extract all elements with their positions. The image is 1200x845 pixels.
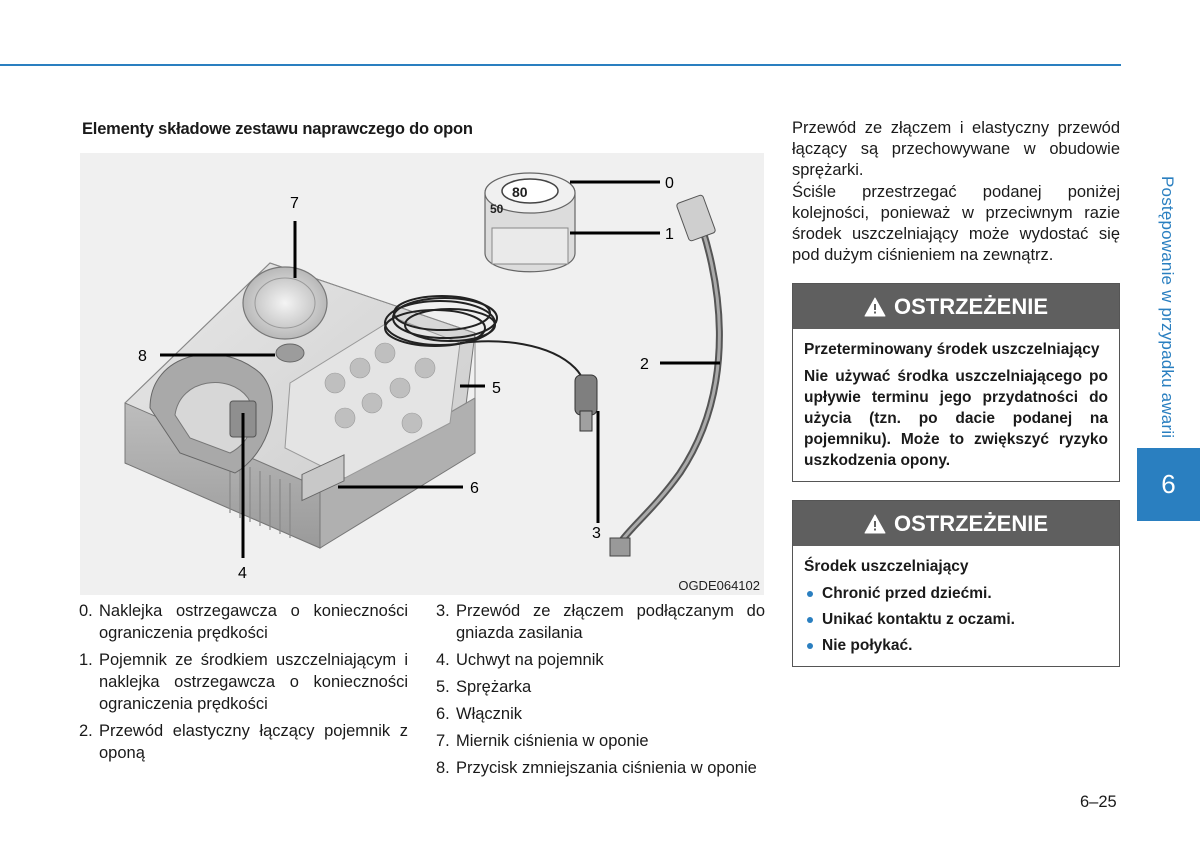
warning-triangle-icon	[864, 514, 886, 534]
chapter-tab-title: Postępowanie w przypadku awarii	[1158, 176, 1177, 439]
legend-number: 2.	[79, 722, 93, 740]
legend-number: 5.	[436, 678, 450, 696]
legend-number: 3.	[436, 602, 450, 620]
legend-item	[79, 720, 408, 764]
legend-item	[436, 757, 765, 779]
warning-bullet-text: Chronić przed dziećmi.	[822, 585, 992, 602]
bullet-dot-icon	[807, 643, 813, 649]
warning-box-expired-sealant	[792, 283, 1120, 482]
warning-text: Nie używać środka uszczelniającego po upływie terminu jego przydatności do użycia (tzn. po dacie podanej na pojemniku). Może to zwiększyć ryzyko uszkodzenia opony.	[804, 368, 1108, 469]
warning-bullet	[804, 635, 1108, 656]
warning-bullet-text: Nie połykać.	[822, 637, 913, 654]
bullet-dot-icon	[807, 617, 813, 623]
legend-text: Sprężarka	[456, 678, 532, 696]
legend-item	[79, 649, 408, 715]
figure-code: OGDE064102	[678, 578, 760, 593]
speed-limit-label-80: 80	[512, 184, 528, 200]
callout-1: 1	[665, 226, 674, 243]
page-number: 6–25	[1080, 793, 1117, 811]
legend-left-column	[79, 600, 408, 769]
legend-item	[436, 703, 765, 725]
legend-number: 0.	[79, 602, 93, 620]
warning-bullet-text: Unikać kontaktu z oczami.	[822, 611, 1015, 628]
chapter-number-tab: 6	[1137, 448, 1200, 521]
legend-number: 8.	[436, 759, 450, 777]
legend-number: 6.	[436, 705, 450, 723]
warning-bullet	[804, 583, 1108, 604]
bullet-dot-icon	[807, 591, 813, 597]
legend-item	[79, 600, 408, 644]
legend-text: Przewód ze złączem podłączanym do gniazda zasilania	[456, 602, 765, 642]
legend-text: Pojemnik ze środkiem uszczelniającym i naklejka ostrzegawcza o konieczności ograniczenia prędkości	[99, 651, 408, 713]
callout-8: 8	[138, 348, 147, 365]
repair-kit-illustration	[80, 153, 764, 595]
speed-limit-label-50: 50	[490, 202, 504, 216]
legend-right-column	[436, 600, 765, 784]
warning-header	[793, 284, 1119, 329]
warning-header	[793, 501, 1119, 546]
legend-text: Miernik ciśnienia w oponie	[456, 732, 649, 750]
warning-subheading: Przeterminowany środek uszczelniający	[804, 341, 1100, 358]
callout-3: 3	[592, 525, 601, 542]
legend-text: Przewód elastyczny łączący pojemnik z oponą	[99, 722, 408, 762]
callout-7: 7	[290, 195, 299, 212]
legend-text: Włącznik	[456, 705, 523, 723]
legend-number: 4.	[436, 651, 450, 669]
warning-heading: OSTRZEŻENIE	[893, 510, 1048, 536]
tire-repair-kit-figure	[80, 153, 764, 595]
legend-text: Naklejka ostrzegawcza o konieczności ograniczenia prędkości	[99, 602, 408, 642]
warning-box-sealant	[792, 500, 1120, 667]
warning-triangle-icon	[864, 297, 886, 317]
legend-item	[436, 649, 765, 671]
warning-bullet	[804, 609, 1108, 630]
legend-item	[436, 600, 765, 644]
legend-number: 1.	[79, 651, 93, 669]
callout-6: 6	[470, 480, 479, 497]
warning-heading: OSTRZEŻENIE	[893, 293, 1048, 319]
section-title: Elementy składowe zestawu naprawczego do opon	[82, 120, 473, 138]
callout-5: 5	[492, 380, 501, 397]
warning-subheading: Środek uszczelniający	[804, 558, 969, 575]
callout-0: 0	[665, 175, 674, 192]
legend-item	[436, 730, 765, 752]
callout-4: 4	[238, 565, 247, 582]
legend-item	[436, 676, 765, 698]
legend-number: 7.	[436, 732, 450, 750]
callout-2: 2	[640, 356, 649, 373]
warning-body	[793, 546, 1119, 666]
warning-body	[793, 329, 1119, 481]
header-rule	[0, 64, 1121, 66]
storage-paragraph: Przewód ze złączem i elastyczny przewód łączący są przechowywane w obudowie sprężarki.	[792, 119, 1120, 179]
legend-text: Uchwyt na pojemnik	[456, 651, 604, 669]
legend-text: Przycisk zmniejszania ciśnienia w oponie	[456, 759, 757, 777]
procedure-paragraph: Ściśle przestrzegać podanej poniżej kolejności, ponieważ w przeciwnym razie środek uszczelniający może wydostać się pod dużym ciśnieniem na zewnątrz.	[792, 183, 1120, 264]
